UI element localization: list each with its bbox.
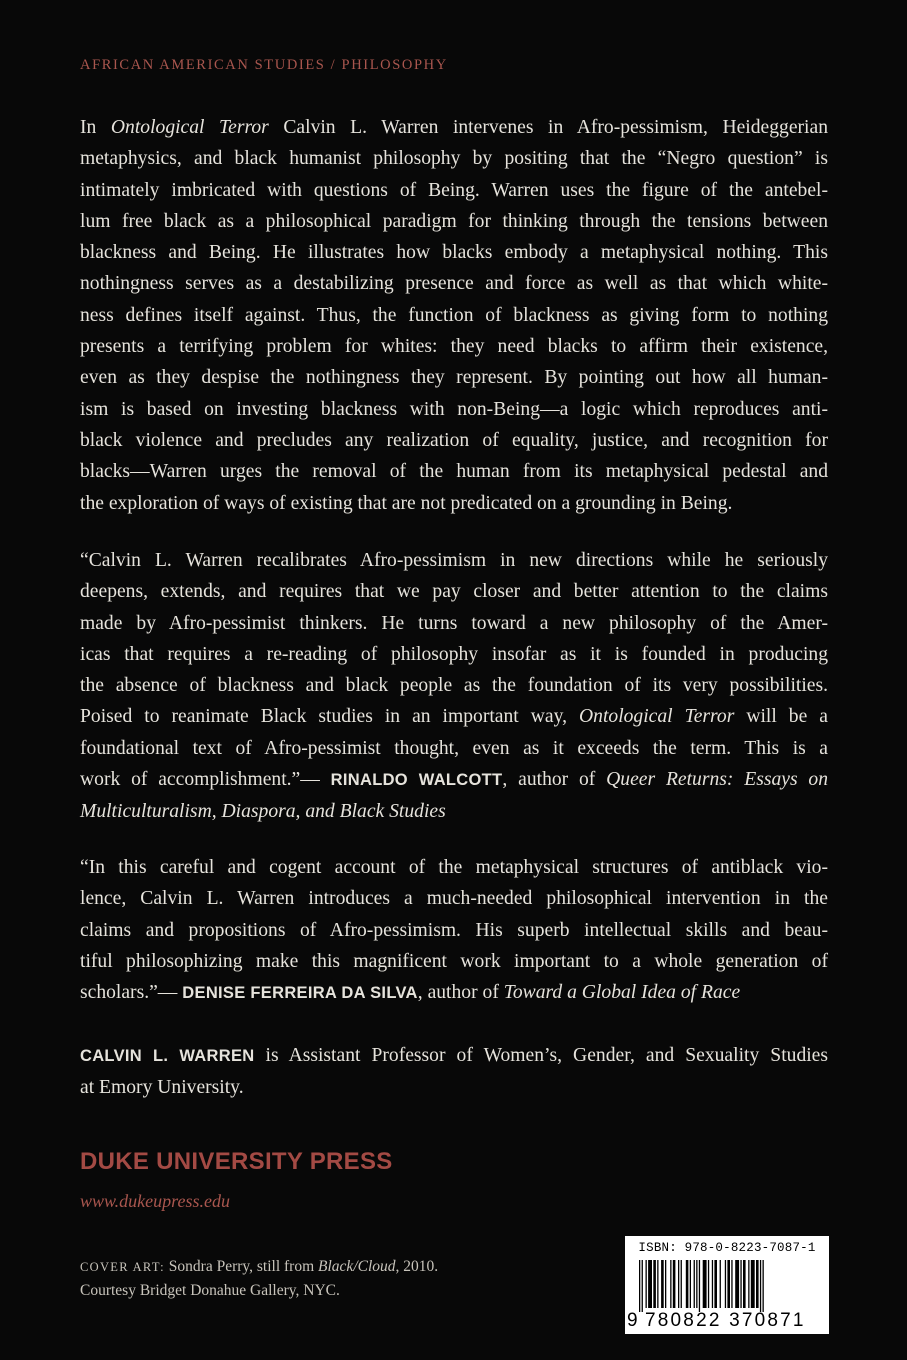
- barcode-bar: [694, 1260, 695, 1308]
- barcode-bar: [763, 1260, 764, 1312]
- barcode-bar: [735, 1260, 739, 1308]
- barcode-bar: [740, 1260, 741, 1308]
- barcode-bar: [646, 1260, 647, 1308]
- publisher-name: DUKE UNIVERSITY PRESS: [80, 1148, 393, 1175]
- barcode-bar: [681, 1260, 682, 1308]
- barcode-bar: [642, 1260, 643, 1312]
- category-label: AFRICAN AMERICAN STUDIES / PHILOSOPHY: [80, 57, 448, 73]
- barcode-bar: [657, 1260, 658, 1308]
- barcode-bar: [661, 1260, 664, 1308]
- barcode-bar: [699, 1260, 700, 1312]
- barcode-bar: [748, 1260, 749, 1308]
- isbn-number: ISBN: 978-0-8223-7087-1: [638, 1241, 816, 1255]
- book-title: Ontological Terror: [110, 117, 269, 138]
- barcode-bar: [639, 1260, 640, 1312]
- barcode-bar: [720, 1260, 721, 1308]
- barcode-bars: [639, 1260, 815, 1312]
- barcode-bar: [653, 1260, 656, 1308]
- barcode-bar: [756, 1260, 759, 1308]
- barcode-bar: [743, 1260, 746, 1308]
- barcode-bar: [690, 1260, 691, 1308]
- blurb-da-silva: “In this careful and cogent account of the metaphysical structures of antiblack vio- lence, Calvin L. Warren introduces a much-needed philosophical intervention in the claims and propositions of Afro-pessimism. His superb intellectual skills and beau- tiful philosophizing make this magnificent work important to a whole generation of scholars.”— DENISE FERREIRA DA SILVA, author of Toward a Global Idea of Race: [80, 857, 828, 1004]
- barcode-bar: [725, 1260, 726, 1308]
- barcode-bar: [665, 1260, 666, 1308]
- cover-art-credit: COVER ART: Sondra Perry, still from Black/Cloud, 2010. Courtesy Bridget Donahue Gallery, NYC.: [80, 1258, 439, 1299]
- barcode-bar: [712, 1260, 713, 1308]
- blurb-author-walcott: RINALDO WALCOTT: [330, 771, 503, 790]
- barcode-bar: [678, 1260, 679, 1308]
- barcode-bar: [696, 1260, 697, 1308]
- author-name: CALVIN L. WARREN: [80, 1047, 255, 1065]
- isbn-barcode: ISBN: 978-0-8223-7087-1 9 780822 370871: [625, 1236, 829, 1334]
- barcode-bar: [727, 1260, 730, 1308]
- barcode-bar: [708, 1260, 709, 1308]
- barcode-bar: [648, 1260, 652, 1308]
- barcode-bar: [670, 1260, 671, 1308]
- barcode-bar: [751, 1260, 755, 1308]
- author-bio: CALVIN L. WARREN is Assistant Professor of Women’s, Gender, and Sexuality Studies at Emory University.: [80, 1045, 829, 1099]
- barcode-bar: [673, 1260, 676, 1308]
- blurb-walcott: “Calvin L. Warren recalibrates Afro-pessimism in new directions while he seriously deepens, extends, and requires that we pay closer and better attention to the claims made by Afro-pessimist thinkers. He turns toward a new philosophy of the Amer- icas that requires a re-reading of philosophy insofar as it is founded in producing the absence of blackness and black people as the foundation of its very possibilities. Poised to reanimate Black studies in an important way, Ontological Terror will be a foundational text of Afro-pessimist thought, even as it exceeds the term. This is a work of accomplishment.”— RINALDO WALCOTT, author of Queer Returns: Essays on Multiculturalism, Diaspora, and Black Studies: [80, 550, 828, 823]
- book-description: In Ontological Terror Calvin L. Warren intervenes in Afro-pessimism, Heideggerian metaphysics, and black humanist philosophy by positing that the “Negro question” is intimately imbricated with questions of Being. Warren uses the figure of the antebel- lum free black as a philosophical paradigm for thinking through the tensions between blackness and Being. He illustrates how blacks embody a metaphysical nothing. This nothingness serves as a destabilizing presence and force as well as that which white- ness defines itself against. Thus, the function of blackness as giving form to nothing presents a terrifying problem for whites: they need blacks to affirm their existence, even as they despise the nothingness they represent. By pointing out how all human- ism is based on investing blackness with non-Being—a logic which reproduces anti- black violence and precludes any realization of equality, justice, and recognition for blacks—Warren urges the removal of the human from its metaphysical pedestal and the exploration of ways of existing that are not predicated on a grounding in Being.: [80, 117, 828, 514]
- barcode-bar: [760, 1260, 761, 1312]
- barcode-bar: [703, 1260, 707, 1308]
- barcode-bar: [686, 1260, 689, 1308]
- blurb-author-da-silva: DENISE FERREIRA DA SILVA: [182, 984, 418, 1003]
- barcode-bar: [714, 1260, 717, 1308]
- barcode-bar: [731, 1260, 732, 1308]
- publisher-url: www.dukeupress.edu: [80, 1191, 230, 1211]
